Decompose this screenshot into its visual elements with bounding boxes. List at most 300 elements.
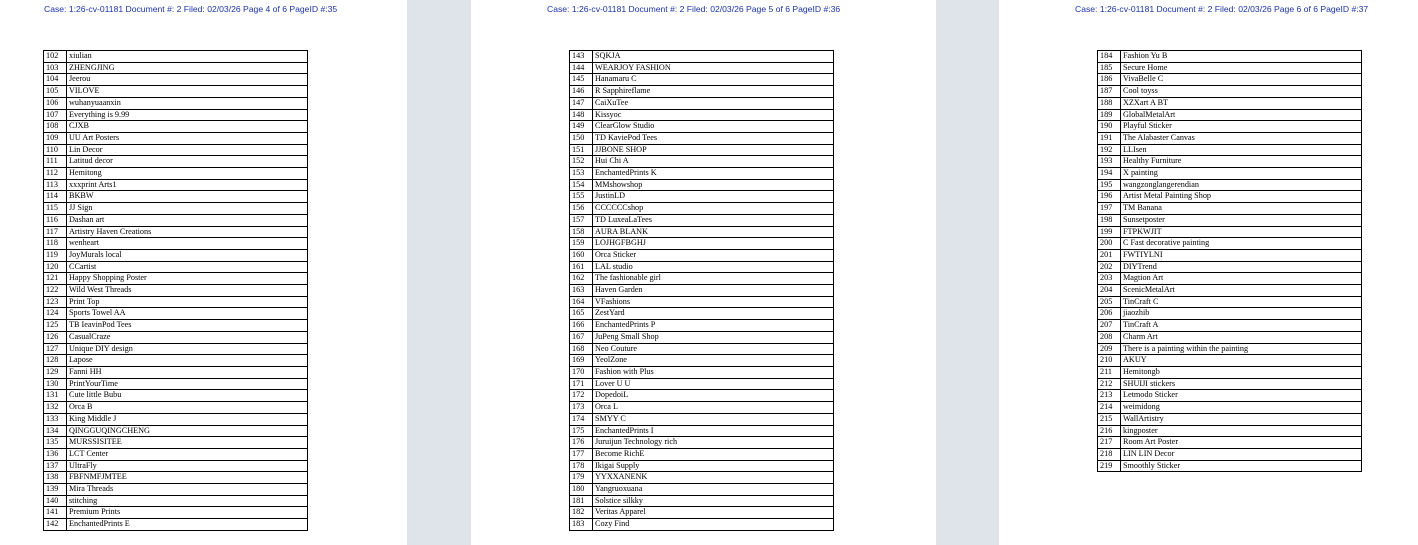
table-row: [44, 109, 308, 121]
table-row: [570, 413, 834, 425]
row-number: 108: [44, 121, 67, 133]
table-row: [570, 437, 834, 449]
table-row: [1098, 366, 1362, 378]
row-number: 169: [570, 355, 593, 367]
seller-name: EnchantedPrints P: [593, 320, 834, 332]
seller-name: VFashions: [593, 296, 834, 308]
table-row: [1098, 437, 1362, 449]
table-row: [570, 109, 834, 121]
row-number: 181: [570, 495, 593, 507]
table-row: [1098, 425, 1362, 437]
table-row: [1098, 156, 1362, 168]
seller-name: SQKJA: [593, 51, 834, 63]
table-row: [1098, 273, 1362, 285]
seller-name: JJBONE SHOP: [593, 144, 834, 156]
row-number: 165: [570, 308, 593, 320]
table-row: [1098, 51, 1362, 63]
seller-name: The Alabaster Canvas: [1121, 132, 1362, 144]
seller-name: stitching: [67, 495, 308, 507]
table-row: [570, 249, 834, 261]
seller-name: Sports Towel AA: [67, 308, 308, 320]
table-row: [44, 191, 308, 203]
table-row: [570, 320, 834, 332]
seller-name: XZXart A BT: [1121, 97, 1362, 109]
seller-name: Happy Shopping Poster: [67, 273, 308, 285]
seller-name: CCCCCCshop: [593, 203, 834, 215]
row-number: 130: [44, 378, 67, 390]
row-number: 111: [44, 156, 67, 168]
table-row: [570, 203, 834, 215]
row-number: 205: [1098, 296, 1121, 308]
row-number: 144: [570, 62, 593, 74]
row-number: 172: [570, 390, 593, 402]
row-number: 143: [570, 51, 593, 63]
seller-name: WEARJOY FASHION: [593, 62, 834, 74]
table-row: [570, 51, 834, 63]
seller-name: CasualCraze: [67, 331, 308, 343]
seller-name: UU Art Posters: [67, 132, 308, 144]
seller-name: jiaozhib: [1121, 308, 1362, 320]
table-row: [1098, 203, 1362, 215]
seller-name: LAL studio: [593, 261, 834, 273]
seller-name: ZestYard: [593, 308, 834, 320]
table-row: [44, 413, 308, 425]
table-row: [570, 261, 834, 273]
row-number: 107: [44, 109, 67, 121]
seller-name: TM Banana: [1121, 203, 1362, 215]
table-row: [44, 203, 308, 215]
row-number: 140: [44, 495, 67, 507]
row-number: 180: [570, 484, 593, 496]
row-number: 204: [1098, 285, 1121, 297]
seller-name: King Middle J: [67, 413, 308, 425]
seller-name: wangzonglangerendian: [1121, 179, 1362, 191]
table-row: [570, 378, 834, 390]
row-number: 174: [570, 413, 593, 425]
table-row: [570, 144, 834, 156]
seller-name: EnchantedPrints I: [593, 425, 834, 437]
table-row: [44, 402, 308, 414]
seller-name: TD LuxeaLaTees: [593, 214, 834, 226]
table-row: [1098, 308, 1362, 320]
seller-name: VILOVE: [67, 86, 308, 98]
document-page-5: [471, 0, 936, 545]
table-row: [570, 238, 834, 250]
row-number: 134: [44, 425, 67, 437]
seller-name: Sunsetposter: [1121, 214, 1362, 226]
seller-name: MMshowshop: [593, 179, 834, 191]
seller-name: JoyMurals local: [67, 249, 308, 261]
seller-name: JuPeng Small Shop: [593, 331, 834, 343]
table-row: [1098, 460, 1362, 472]
table-row: [44, 144, 308, 156]
row-number: 196: [1098, 191, 1121, 203]
table-row: [1098, 109, 1362, 121]
seller-name: EnchantedPrints E: [67, 519, 308, 531]
seller-name: Premium Prints: [67, 507, 308, 519]
row-number: 177: [570, 448, 593, 460]
seller-name: Become RichE: [593, 448, 834, 460]
defendant-table: [569, 50, 834, 531]
table-row: [44, 484, 308, 496]
row-number: 147: [570, 97, 593, 109]
table-row: [1098, 62, 1362, 74]
row-number: 128: [44, 355, 67, 367]
seller-name: UltraFly: [67, 460, 308, 472]
table-row: [1098, 74, 1362, 86]
seller-name: The fashionable girl: [593, 273, 834, 285]
row-number: 103: [44, 62, 67, 74]
table-row: [44, 214, 308, 226]
row-number: 208: [1098, 331, 1121, 343]
seller-name: Smoothly Sticker: [1121, 460, 1362, 472]
table-row: [570, 226, 834, 238]
row-number: 126: [44, 331, 67, 343]
seller-name: AKUY: [1121, 355, 1362, 367]
table-row: [44, 238, 308, 250]
row-number: 215: [1098, 413, 1121, 425]
table-row: [44, 156, 308, 168]
table-row: [570, 168, 834, 180]
table-row: [570, 402, 834, 414]
row-number: 104: [44, 74, 67, 86]
row-number: 115: [44, 203, 67, 215]
seller-name: Veritas Apparel: [593, 507, 834, 519]
row-number: 139: [44, 484, 67, 496]
row-number: 112: [44, 168, 67, 180]
row-number: 217: [1098, 437, 1121, 449]
seller-name: Lapose: [67, 355, 308, 367]
row-number: 166: [570, 320, 593, 332]
table-row: [1098, 413, 1362, 425]
row-number: 207: [1098, 320, 1121, 332]
seller-name: Artist Metal Painting Shop: [1121, 191, 1362, 203]
table-row: [44, 507, 308, 519]
row-number: 182: [570, 507, 593, 519]
row-number: 106: [44, 97, 67, 109]
row-number: 213: [1098, 390, 1121, 402]
row-number: 162: [570, 273, 593, 285]
row-number: 199: [1098, 226, 1121, 238]
table-row: [1098, 285, 1362, 297]
seller-name: CJXB: [67, 121, 308, 133]
table-row: [1098, 355, 1362, 367]
table-row: [1098, 226, 1362, 238]
table-row: [1098, 168, 1362, 180]
row-number: 120: [44, 261, 67, 273]
table-row: [44, 121, 308, 133]
seller-name: Healthy Furniture: [1121, 156, 1362, 168]
table-row: [1098, 132, 1362, 144]
row-number: 167: [570, 331, 593, 343]
row-number: 187: [1098, 86, 1121, 98]
seller-name: wuhanyuaanxin: [67, 97, 308, 109]
seller-name: TB IeavinPod Tees: [67, 320, 308, 332]
table-row: [570, 507, 834, 519]
seller-name: SHUIJI stickers: [1121, 378, 1362, 390]
row-number: 218: [1098, 448, 1121, 460]
table-row: [570, 179, 834, 191]
seller-name: DopedoiL: [593, 390, 834, 402]
seller-name: EnchantedPrints K: [593, 168, 834, 180]
seller-name: PrintYourTime: [67, 378, 308, 390]
row-number: 168: [570, 343, 593, 355]
row-number: 145: [570, 74, 593, 86]
row-number: 121: [44, 273, 67, 285]
row-number: 173: [570, 402, 593, 414]
table-row: [570, 460, 834, 472]
row-number: 141: [44, 507, 67, 519]
seller-name: Charm Art: [1121, 331, 1362, 343]
seller-name: Lin Decor: [67, 144, 308, 156]
row-number: 203: [1098, 273, 1121, 285]
seller-name: LOJHGFBGHJ: [593, 238, 834, 250]
row-number: 123: [44, 296, 67, 308]
table-row: [570, 308, 834, 320]
seller-name: LIN LIN Decor: [1121, 448, 1362, 460]
seller-name: Hemitongb: [1121, 366, 1362, 378]
row-number: 202: [1098, 261, 1121, 273]
table-row: [570, 484, 834, 496]
table-row: [570, 472, 834, 484]
row-number: 138: [44, 472, 67, 484]
table-row: [44, 285, 308, 297]
row-number: 179: [570, 472, 593, 484]
table-row: [570, 343, 834, 355]
table-row: [44, 448, 308, 460]
table-row: [1098, 144, 1362, 156]
row-number: 193: [1098, 156, 1121, 168]
seller-name: Orca Sticker: [593, 249, 834, 261]
row-number: 192: [1098, 144, 1121, 156]
seller-name: weimidong: [1121, 402, 1362, 414]
row-number: 191: [1098, 132, 1121, 144]
seller-name: Haven Garden: [593, 285, 834, 297]
seller-name: Magtion Art: [1121, 273, 1362, 285]
seller-name: Hui Chi A: [593, 156, 834, 168]
row-number: 114: [44, 191, 67, 203]
seller-name: Orca B: [67, 402, 308, 414]
seller-name: Everything is 9.99: [67, 109, 308, 121]
seller-name: GlobalMetalArt: [1121, 109, 1362, 121]
table-row: [570, 97, 834, 109]
table-row: [1098, 191, 1362, 203]
row-number: 161: [570, 261, 593, 273]
table-row: [1098, 320, 1362, 332]
table-row: [1098, 378, 1362, 390]
seller-name: Fashion with Plus: [593, 366, 834, 378]
table-row: [570, 273, 834, 285]
table-row: [1098, 86, 1362, 98]
table-row: [44, 425, 308, 437]
seller-name: Fashion Yu B: [1121, 51, 1362, 63]
table-row: [570, 214, 834, 226]
seller-name: CaiXuTee: [593, 97, 834, 109]
table-row: [44, 86, 308, 98]
seller-name: Cute little Bubu: [67, 390, 308, 402]
seller-name: xiulian: [67, 51, 308, 63]
table-row: [44, 437, 308, 449]
table-row: [44, 97, 308, 109]
table-row: [570, 495, 834, 507]
table-row: [44, 261, 308, 273]
row-number: 175: [570, 425, 593, 437]
seller-name: Wild West Threads: [67, 285, 308, 297]
seller-name: TinCraft A: [1121, 320, 1362, 332]
row-number: 110: [44, 144, 67, 156]
row-number: 124: [44, 308, 67, 320]
seller-name: Cozy Find: [593, 519, 834, 531]
seller-name: R Sapphireflame: [593, 86, 834, 98]
row-number: 135: [44, 437, 67, 449]
table-row: [570, 390, 834, 402]
table-row: [1098, 390, 1362, 402]
table-row: [570, 296, 834, 308]
table-row: [570, 121, 834, 133]
table-row: [44, 308, 308, 320]
seller-name: Unique DIY design: [67, 343, 308, 355]
row-number: 171: [570, 378, 593, 390]
table-row: [570, 74, 834, 86]
seller-name: Kissyoc: [593, 109, 834, 121]
row-number: 137: [44, 460, 67, 472]
table-row: [1098, 448, 1362, 460]
seller-name: Print Top: [67, 296, 308, 308]
table-row: [44, 378, 308, 390]
seller-name: Lover U U: [593, 378, 834, 390]
row-number: 142: [44, 519, 67, 531]
row-number: 219: [1098, 460, 1121, 472]
seller-name: DIYTrend: [1121, 261, 1362, 273]
seller-name: CCartist: [67, 261, 308, 273]
seller-name: Juruijun Technology rich: [593, 437, 834, 449]
row-number: 188: [1098, 97, 1121, 109]
seller-name: JJ Sign: [67, 203, 308, 215]
row-number: 158: [570, 226, 593, 238]
table-row: [570, 448, 834, 460]
table-row: [44, 62, 308, 74]
row-number: 151: [570, 144, 593, 156]
seller-name: LCT Center: [67, 448, 308, 460]
table-row: [44, 390, 308, 402]
seller-name: Secure Home: [1121, 62, 1362, 74]
document-page-4: [0, 0, 407, 545]
table-row: [570, 366, 834, 378]
row-number: 210: [1098, 355, 1121, 367]
table-row: [570, 331, 834, 343]
row-number: 133: [44, 413, 67, 425]
row-number: 163: [570, 285, 593, 297]
table-row: [44, 460, 308, 472]
seller-name: Neo Couture: [593, 343, 834, 355]
row-number: 185: [1098, 62, 1121, 74]
table-row: [1098, 179, 1362, 191]
seller-name: Hanamaru C: [593, 74, 834, 86]
seller-name: AURA BLANK: [593, 226, 834, 238]
table-row: [44, 179, 308, 191]
seller-name: Letmodo Sticker: [1121, 390, 1362, 402]
seller-name: YeolZone: [593, 355, 834, 367]
row-number: 146: [570, 86, 593, 98]
page-header: Case: 1:26-cv-01181 Document #: 2 Filed: 02/03/26 Page 4 of 6 PageID #:35: [44, 4, 338, 14]
table-row: [44, 331, 308, 343]
seller-name: Fanni HH: [67, 366, 308, 378]
table-row: [44, 226, 308, 238]
seller-name: Orca L: [593, 402, 834, 414]
row-number: 216: [1098, 425, 1121, 437]
row-number: 178: [570, 460, 593, 472]
seller-name: Jeerou: [67, 74, 308, 86]
table-row: [1098, 402, 1362, 414]
row-number: 131: [44, 390, 67, 402]
seller-name: FTPKWJIT: [1121, 226, 1362, 238]
seller-name: WallArtistry: [1121, 413, 1362, 425]
row-number: 160: [570, 249, 593, 261]
table-row: [44, 296, 308, 308]
row-number: 129: [44, 366, 67, 378]
row-number: 206: [1098, 308, 1121, 320]
table-row: [570, 355, 834, 367]
table-row: [44, 519, 308, 531]
row-number: 155: [570, 191, 593, 203]
seller-name: Yangruoxuana: [593, 484, 834, 496]
row-number: 132: [44, 402, 67, 414]
seller-name: JustinLD: [593, 191, 834, 203]
table-row: [44, 320, 308, 332]
row-number: 176: [570, 437, 593, 449]
row-number: 212: [1098, 378, 1121, 390]
table-row: [1098, 261, 1362, 273]
row-number: 154: [570, 179, 593, 191]
seller-name: X painting: [1121, 168, 1362, 180]
table-row: [44, 495, 308, 507]
seller-name: FWTIYLNI: [1121, 249, 1362, 261]
document-page-6: [999, 0, 1418, 545]
seller-name: C Fast decorative painting: [1121, 238, 1362, 250]
row-number: 164: [570, 296, 593, 308]
row-number: 186: [1098, 74, 1121, 86]
table-row: [570, 62, 834, 74]
row-number: 214: [1098, 402, 1121, 414]
table-row: [1098, 121, 1362, 133]
row-number: 190: [1098, 121, 1121, 133]
defendant-table: [1097, 50, 1362, 472]
row-number: 109: [44, 132, 67, 144]
table-row: [44, 132, 308, 144]
seller-name: ZHENGJING: [67, 62, 308, 74]
table-row: [44, 51, 308, 63]
row-number: 156: [570, 203, 593, 215]
seller-name: Artistry Haven Creations: [67, 226, 308, 238]
seller-name: Ikigai Supply: [593, 460, 834, 472]
row-number: 153: [570, 168, 593, 180]
row-number: 200: [1098, 238, 1121, 250]
seller-name: BKBW: [67, 191, 308, 203]
seller-name: ClearGlow Studio: [593, 121, 834, 133]
row-number: 148: [570, 109, 593, 121]
row-number: 189: [1098, 109, 1121, 121]
table-row: [1098, 343, 1362, 355]
table-row: [570, 425, 834, 437]
table-row: [44, 355, 308, 367]
seller-name: Solstice silkky: [593, 495, 834, 507]
row-number: 150: [570, 132, 593, 144]
table-row: [1098, 249, 1362, 261]
table-row: [1098, 331, 1362, 343]
page-header: Case: 1:26-cv-01181 Document #: 2 Filed: 02/03/26 Page 6 of 6 PageID #:37: [1075, 4, 1369, 14]
seller-name: SMYY C: [593, 413, 834, 425]
row-number: 183: [570, 519, 593, 531]
